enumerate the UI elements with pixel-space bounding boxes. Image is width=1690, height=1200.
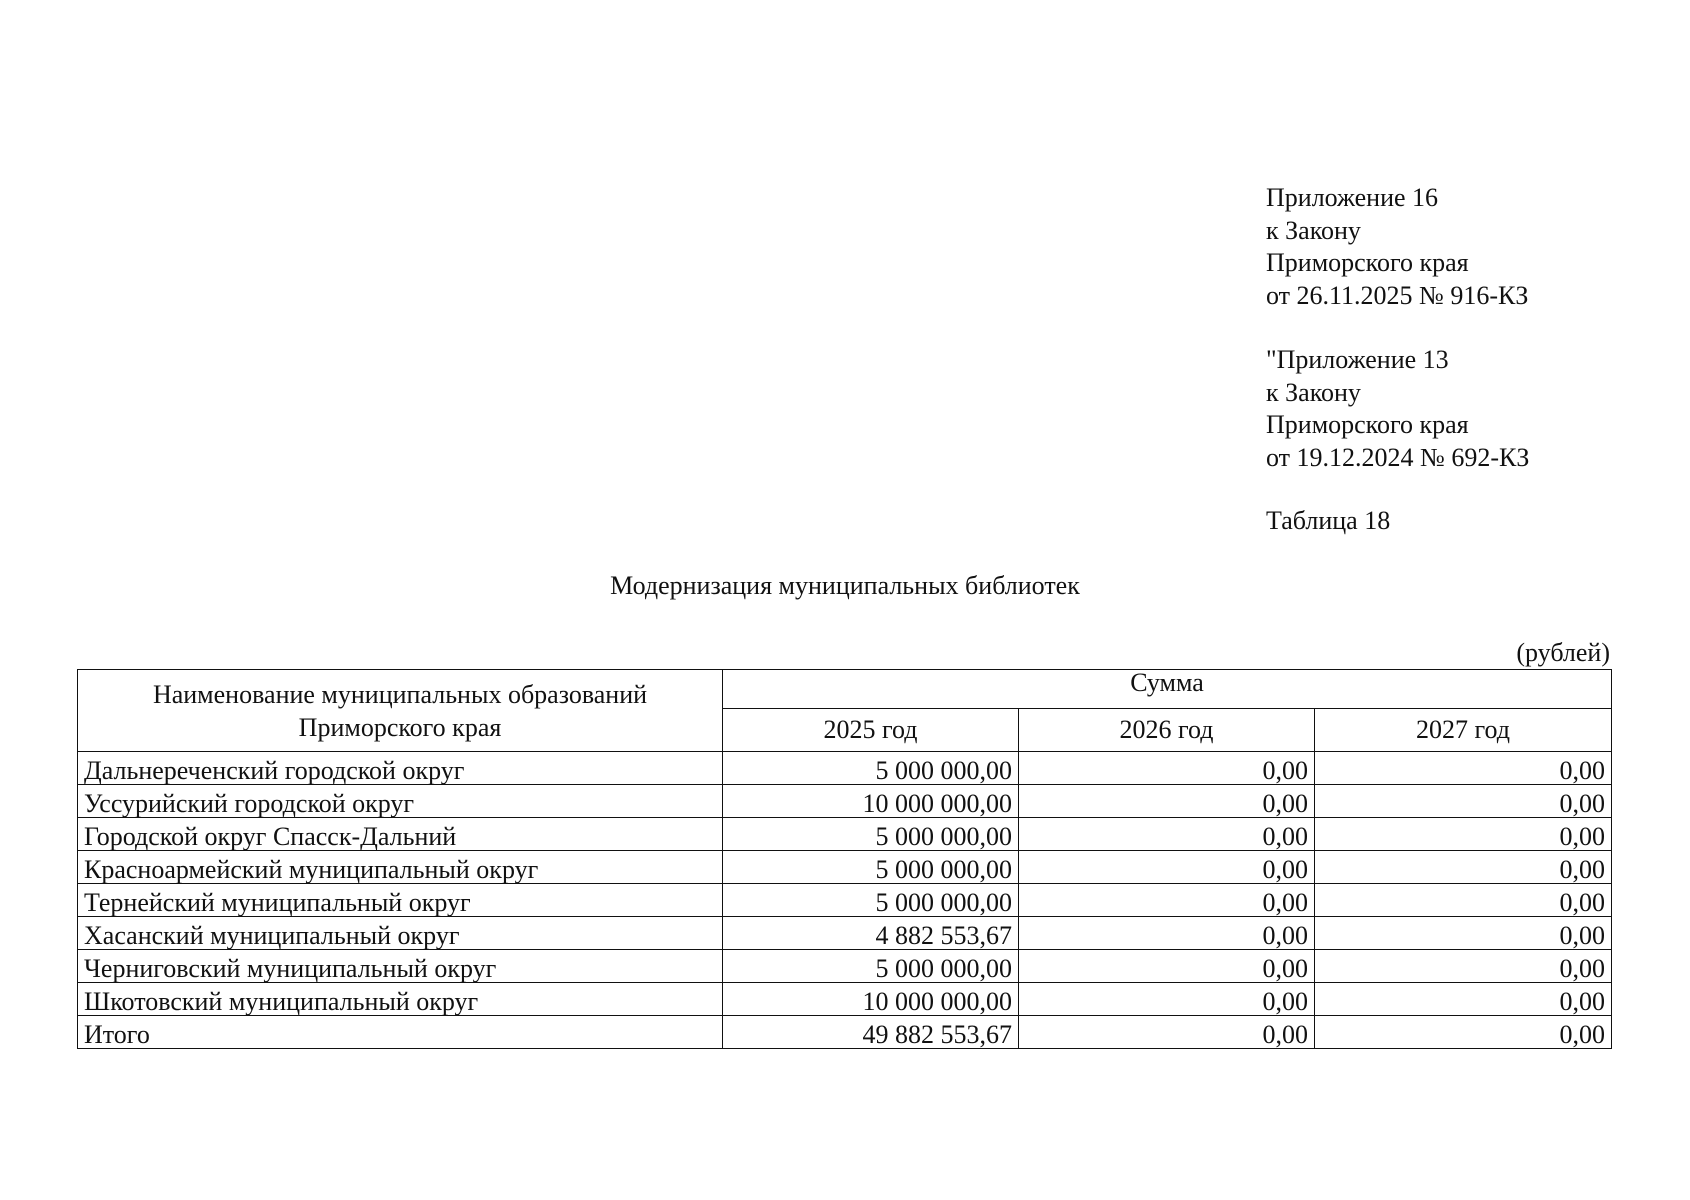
amount-2026: 0,00 (1019, 785, 1315, 818)
total-2027: 0,00 (1315, 1016, 1612, 1049)
amount-2026: 0,00 (1019, 884, 1315, 917)
appendix-current-line: Приморского края (1266, 248, 1469, 277)
amount-2026: 0,00 (1019, 752, 1315, 785)
amount-2027: 0,00 (1315, 851, 1612, 884)
municipality-name: Тернейский муниципальный округ (78, 884, 723, 917)
appendix-current-line: к Закону (1266, 215, 1361, 245)
amount-2027: 0,00 (1315, 752, 1612, 785)
municipality-name: Черниговский муниципальный округ (78, 950, 723, 983)
amount-2027: 0,00 (1315, 983, 1612, 1016)
table-row (78, 851, 1612, 884)
amount-2025: 10 000 000,00 (723, 785, 1019, 818)
amount-2027: 0,00 (1315, 818, 1612, 851)
appendix-amended-line: Приморского края (1266, 410, 1469, 439)
amount-2026: 0,00 (1019, 983, 1315, 1016)
municipality-name: Уссурийский городской округ (78, 785, 723, 818)
table-row (78, 818, 1612, 851)
appendix-amended-reference (1266, 344, 1529, 474)
unit-label: (рублей) (1516, 638, 1610, 667)
amount-2025: 5 000 000,00 (723, 950, 1019, 983)
amount-2027: 0,00 (1315, 884, 1612, 917)
table-row (78, 983, 1612, 1016)
total-row (78, 1016, 1612, 1049)
header-municipality: Наименование муниципальных образований Приморского края (78, 670, 723, 752)
amount-2026: 0,00 (1019, 950, 1315, 983)
amount-2025: 5 000 000,00 (723, 818, 1019, 851)
header-sum: Сумма (723, 670, 1612, 709)
total-2025: 49 882 553,67 (723, 1016, 1019, 1049)
amount-2027: 0,00 (1315, 950, 1612, 983)
table-row (78, 950, 1612, 983)
amount-2027: 0,00 (1315, 785, 1612, 818)
amount-2025: 5 000 000,00 (723, 884, 1019, 917)
municipality-name: Хасанский муниципальный округ (78, 917, 723, 950)
amount-2025: 5 000 000,00 (723, 851, 1019, 884)
header-year-2025: 2025 год (723, 709, 1019, 752)
amount-2026: 0,00 (1019, 818, 1315, 851)
amount-2026: 0,00 (1019, 917, 1315, 950)
appendix-amended-line: к Закону (1266, 377, 1361, 407)
amount-2026: 0,00 (1019, 851, 1315, 884)
total-2026: 0,00 (1019, 1016, 1315, 1049)
table-number: Таблица 18 (1266, 506, 1391, 535)
municipality-name: Дальнереченский городской округ (78, 752, 723, 785)
municipality-name: Красноармейский муниципальный округ (78, 851, 723, 884)
municipality-name: Городской округ Спасск-Дальний (78, 818, 723, 851)
total-label: Итого (78, 1016, 723, 1049)
header-year-2026: 2026 год (1019, 709, 1315, 752)
table-row (78, 785, 1612, 818)
appendix-current-reference (1266, 182, 1528, 312)
amount-2025: 4 882 553,67 (723, 917, 1019, 950)
funding-table (77, 669, 1612, 1049)
amount-2025: 5 000 000,00 (723, 752, 1019, 785)
header-year-2027: 2027 год (1315, 709, 1612, 752)
table-row (78, 917, 1612, 950)
table-row (78, 884, 1612, 917)
amount-2027: 0,00 (1315, 917, 1612, 950)
appendix-current-line: от 26.11.2025 № 916-КЗ (1266, 280, 1529, 310)
table-row (78, 752, 1612, 785)
appendix-amended-line: "Приложение 13 (1266, 345, 1449, 374)
appendix-amended-line: от 19.12.2024 № 692-КЗ (1266, 442, 1530, 472)
document-title: Модернизация муниципальных библиотек (610, 571, 1080, 600)
amount-2025: 10 000 000,00 (723, 983, 1019, 1016)
appendix-current-line: Приложение 16 (1266, 183, 1439, 212)
municipality-name: Шкотовский муниципальный округ (78, 983, 723, 1016)
